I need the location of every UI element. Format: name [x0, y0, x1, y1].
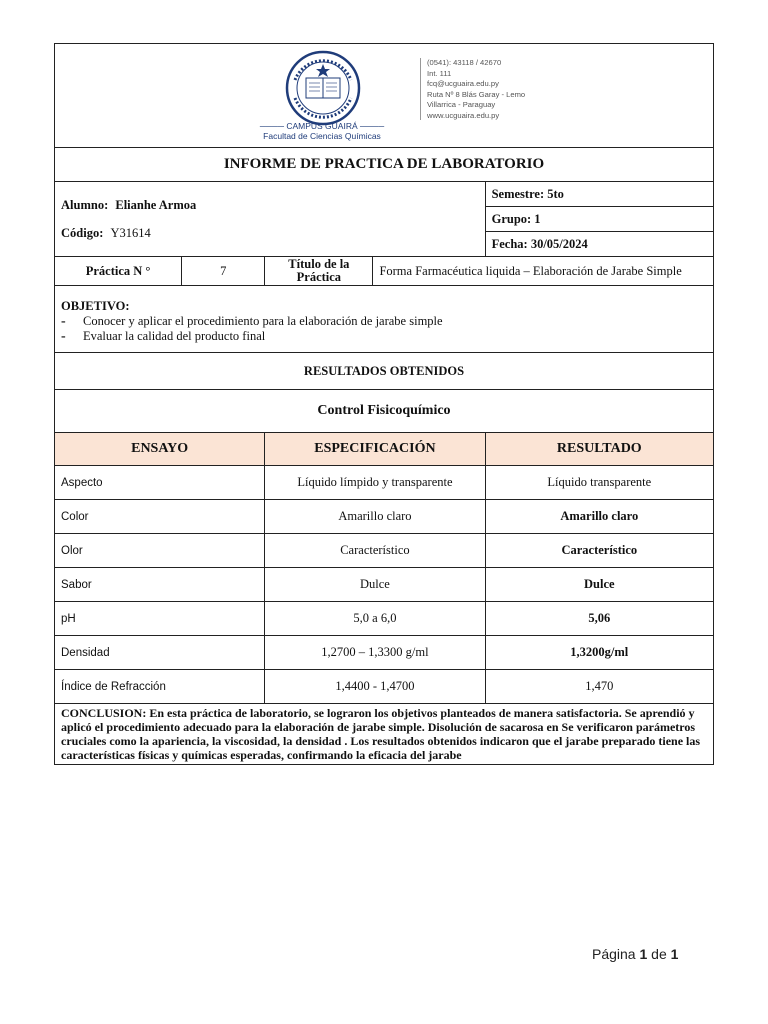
- ensayo-cell: pH: [55, 602, 265, 636]
- header-divider: [420, 58, 421, 120]
- table-row: [55, 500, 714, 534]
- resultado-cell: Líquido transparente: [485, 466, 713, 500]
- report-title: INFORME DE PRACTICA DE LABORATORIO: [55, 148, 714, 182]
- ensayo-cell: Olor: [55, 534, 265, 568]
- bullet-dash-icon: -: [61, 313, 66, 329]
- ensayo-cell: Sabor: [55, 568, 265, 602]
- header-resultado: RESULTADO: [485, 433, 713, 466]
- table-row: [55, 602, 714, 636]
- total-pages: 1: [670, 946, 679, 962]
- resultado-cell: Característico: [485, 534, 713, 568]
- faculty-name: Facultad de Ciencias Químicas: [263, 131, 381, 141]
- bullet-dash-icon: -: [61, 328, 66, 344]
- resultados-title: RESULTADOS OBTENIDOS: [55, 353, 714, 390]
- header-ensayo: ENSAYO: [55, 433, 265, 466]
- student-info: [55, 182, 486, 257]
- resultado-cell: 1,470: [485, 670, 713, 704]
- campus-block: ──── CAMPUS GUAIRÁ ──── Facultad de Ciencias Químicas: [257, 114, 387, 141]
- campus-name: CAMPUS GUAIRÁ: [286, 121, 358, 131]
- conclusion-text: CONCLUSION: En esta práctica de laboratorio, se lograron los objetivos planteados de manera satisfactoria. Se aprendió y aplicó el procedimiento adecuado para la elaboración de jarabe simple. Disolución de sacarosa en Se verificaron parámetros cruciales como la apariencia, la viscosidad, la densidad . Los resultados obtenidos indicaron que el jarabe preparado tiene las características físicas y químicas esperadas, confirmando la eficacia del jarabe: [55, 704, 714, 765]
- report-table: [54, 43, 714, 765]
- resultado-cell: 1,3200g/ml: [485, 636, 713, 670]
- ensayo-cell: Índice de Refracción: [55, 670, 265, 704]
- objetivo-section: [55, 286, 714, 353]
- page-number: [592, 946, 678, 962]
- titulo-value: Forma Farmacéutica liquida – Elaboración de Jarabe Simple: [373, 257, 714, 286]
- control-title: Control Fisicoquímico: [55, 390, 714, 433]
- contact-phone: (0541): 43118 / 42670: [427, 58, 502, 67]
- alumno-line: [61, 191, 479, 219]
- contact-email[interactable]: fcq@ucguaira.edu.py: [427, 79, 499, 88]
- especificacion-cell: 1,2700 – 1,3300 g/ml: [265, 636, 485, 670]
- especificacion-cell: 5,0 a 6,0: [265, 602, 485, 636]
- practica-label: Práctica N °: [55, 257, 182, 286]
- especificacion-cell: Característico: [265, 534, 485, 568]
- alumno-value: Elianhe Armoa: [115, 198, 197, 212]
- titulo-label: Título de la Práctica: [265, 257, 373, 286]
- practica-number: 7: [182, 257, 265, 286]
- report-page: [54, 43, 714, 765]
- objetivo-item: - Evaluar la calidad del producto final: [61, 328, 266, 344]
- resultado-cell: Dulce: [485, 568, 713, 602]
- pagina-label: Página: [592, 946, 636, 962]
- resultado-cell: Amarillo claro: [485, 500, 713, 534]
- grupo-cell: Grupo: 1: [485, 207, 713, 232]
- objetivo-title: OBJETIVO:: [61, 298, 130, 313]
- resultado-cell: 5,06: [485, 602, 713, 636]
- header-especificacion: ESPECIFICACIÓN: [265, 433, 485, 466]
- contact-address: Ruta Nº 8 Blás Garay - Lemo: [427, 89, 526, 99]
- alumno-label: Alumno:: [61, 198, 109, 212]
- contact-int: Int. 111: [427, 68, 452, 78]
- fecha-cell: Fecha: 30/05/2024: [485, 232, 713, 257]
- especificacion-cell: Amarillo claro: [265, 500, 485, 534]
- letterhead: [55, 44, 714, 148]
- table-row: [55, 568, 714, 602]
- codigo-value: Y31614: [110, 226, 151, 240]
- table-row: [55, 670, 714, 704]
- codigo-label: Código:: [61, 226, 104, 240]
- contact-city: Villarrica - Paraguay: [427, 100, 496, 109]
- codigo-line: [61, 219, 479, 247]
- especificacion-cell: Dulce: [265, 568, 485, 602]
- current-page: 1: [639, 946, 648, 962]
- contact-block: [427, 58, 525, 121]
- contact-web[interactable]: www.ucguaira.edu.py: [427, 110, 500, 120]
- de-label: de: [651, 946, 667, 962]
- ensayo-cell: Densidad: [55, 636, 265, 670]
- table-row: [55, 466, 714, 500]
- table-row: [55, 636, 714, 670]
- ensayo-cell: Color: [55, 500, 265, 534]
- ensayo-cell: Aspecto: [55, 466, 265, 500]
- table-row: [55, 534, 714, 568]
- semestre-cell: Semestre: 5to: [485, 182, 713, 207]
- especificacion-cell: Líquido límpido y transparente: [265, 466, 485, 500]
- objetivo-item: - Conocer y aplicar el procedimiento para la elaboración de jarabe simple: [61, 313, 443, 329]
- especificacion-cell: 1,4400 - 1,4700: [265, 670, 485, 704]
